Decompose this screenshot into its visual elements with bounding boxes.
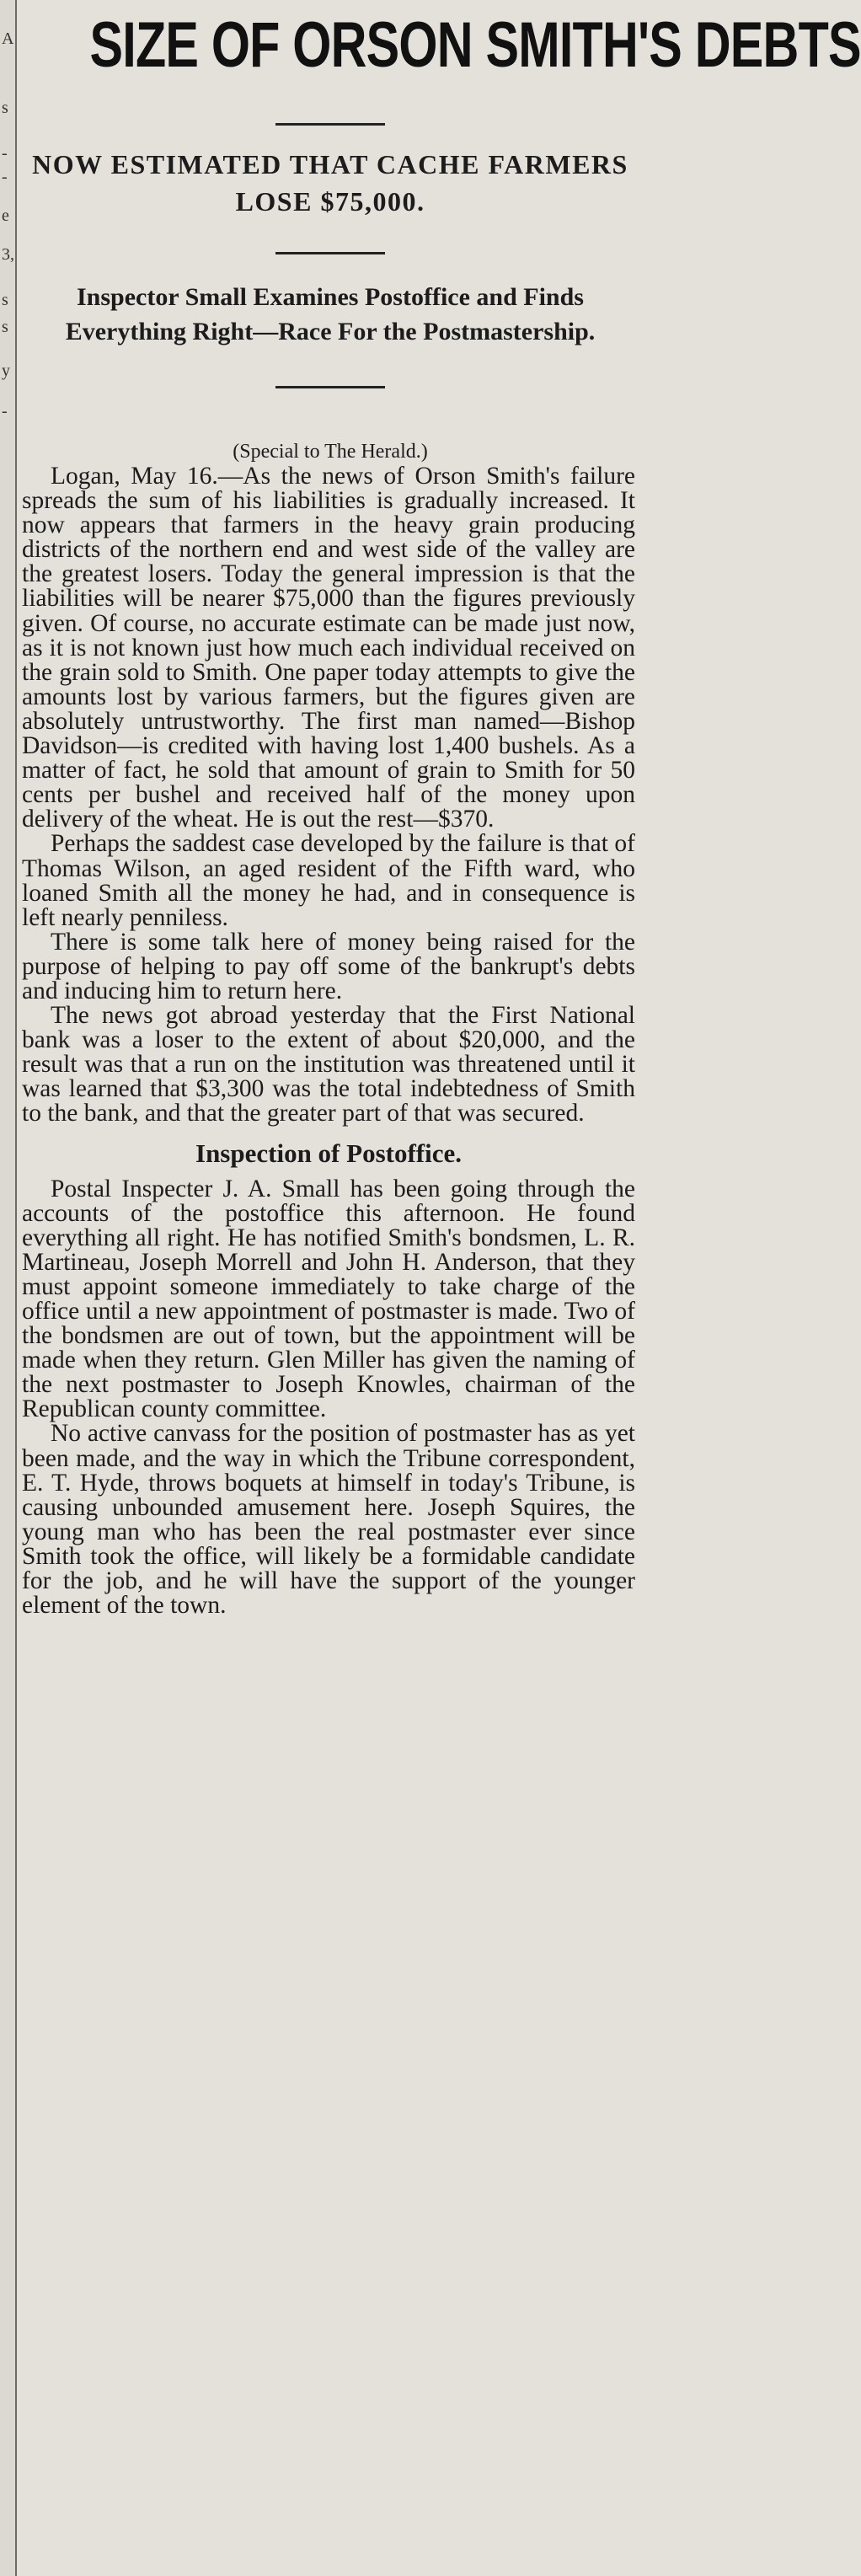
article-body — [22, 464, 639, 1618]
section-subhead: Inspection of Postoffice. — [195, 1138, 462, 1168]
gutter-fragment: 3, — [2, 245, 14, 264]
gutter-fragment: s — [2, 99, 8, 117]
body-paragraph: The news got abroad yesterday that the First National bank was a loser to the extent of about $20,000, and the result was that a run on the institution was threatened until it was learned that $3,300 was the total indebtedness of Smith to the bank, and that the greater part of that was secured. — [22, 1002, 635, 1127]
gutter-fragment: e — [2, 206, 9, 225]
body-paragraph: No active canvass for the position of postmaster has as yet been made, and the way in which the Tribune correspondent, E. T. Hyde, throws boquets at himself in today's Tribune, is causing unbounded amusement here. Joseph Squires, the young man who has been the real postmaster ever since Smith took the office, will likely be a formidable candidate for the job, and he will have the support of the younger element of the town. — [22, 1420, 635, 1620]
gutter-fragment: A — [2, 29, 14, 48]
body-paragraph: Perhaps the saddest case developed by the failure is that of Thomas Wilson, an aged resident of the Fifth ward, who loaned Smith all the money he had, and in consequence is left nearly penniless. — [22, 830, 635, 931]
dateline: (Special to The Herald.) — [233, 441, 428, 463]
section-rule — [275, 386, 385, 388]
primary-deck: NOW ESTIMATED THAT CACHE FARMERS LOSE $75,000. — [32, 149, 628, 217]
gutter-fragment: - — [2, 168, 8, 186]
article-column — [22, 0, 861, 1620]
gutter-fragment: s — [2, 318, 8, 336]
section-rule — [275, 252, 385, 254]
body-paragraph: Logan, May 16.—As the news of Orson Smith's failure spreads the sum of his liabilities is gradually increased. It now appears that farmers in the heavy grain producing districts of the northern end and west side of the valley are the greatest losers. Today the general impression is that the liabilities will be nearer $75,000 than the figures previously given. Of course, no accurate estimate can be made just now, as it is not known just how much each individual received on the grain sold to Smith. One paper today attempts to give the amounts lost by various farmers, but the figures given are absolutely untrustworthy. The first man named—Bishop Davidson—is credited with having lost 1,400 bushels. As a matter of fact, he sold that amount of grain to Smith for 50 cents per bushel and received half of the money upon delivery of the wheat. He is out the rest—$370. — [22, 463, 635, 833]
gutter-fragment: s — [2, 291, 8, 309]
body-paragraph: There is some talk here of money being raised for the purpose of helping to pay off some of the bankrupt's debts and inducing him to return here. — [22, 928, 635, 1004]
gutter-fragment: y — [2, 361, 10, 380]
body-paragraph: Postal Inspecter J. A. Small has been going through the accounts of the postoffice this afternoon. He found everything all right. He has notified Smith's bondsmen, L. R. Martineau, Joseph Morrell and John H. Anderson, that they must appoint someone immediately to take charge of the office until a new appointment of postmaster is made. Two of the bondsmen are out of town, but the appointment will be made when they return. Glen Miller has given the naming of the next postmaster to Joseph Knowles, chairman of the Republican county committee. — [22, 1175, 635, 1423]
section-rule — [275, 123, 385, 126]
article-headline: SIZE OF ORSON SMITH'S DEBTS — [89, 9, 861, 81]
adjacent-column-edge — [0, 0, 17, 2576]
gutter-fragment: - — [2, 402, 8, 420]
secondary-deck: Inspector Small Examines Postoffice and Finds Everything Right—Race For the Postmastership. — [65, 283, 596, 345]
gutter-fragment: - — [2, 144, 8, 163]
